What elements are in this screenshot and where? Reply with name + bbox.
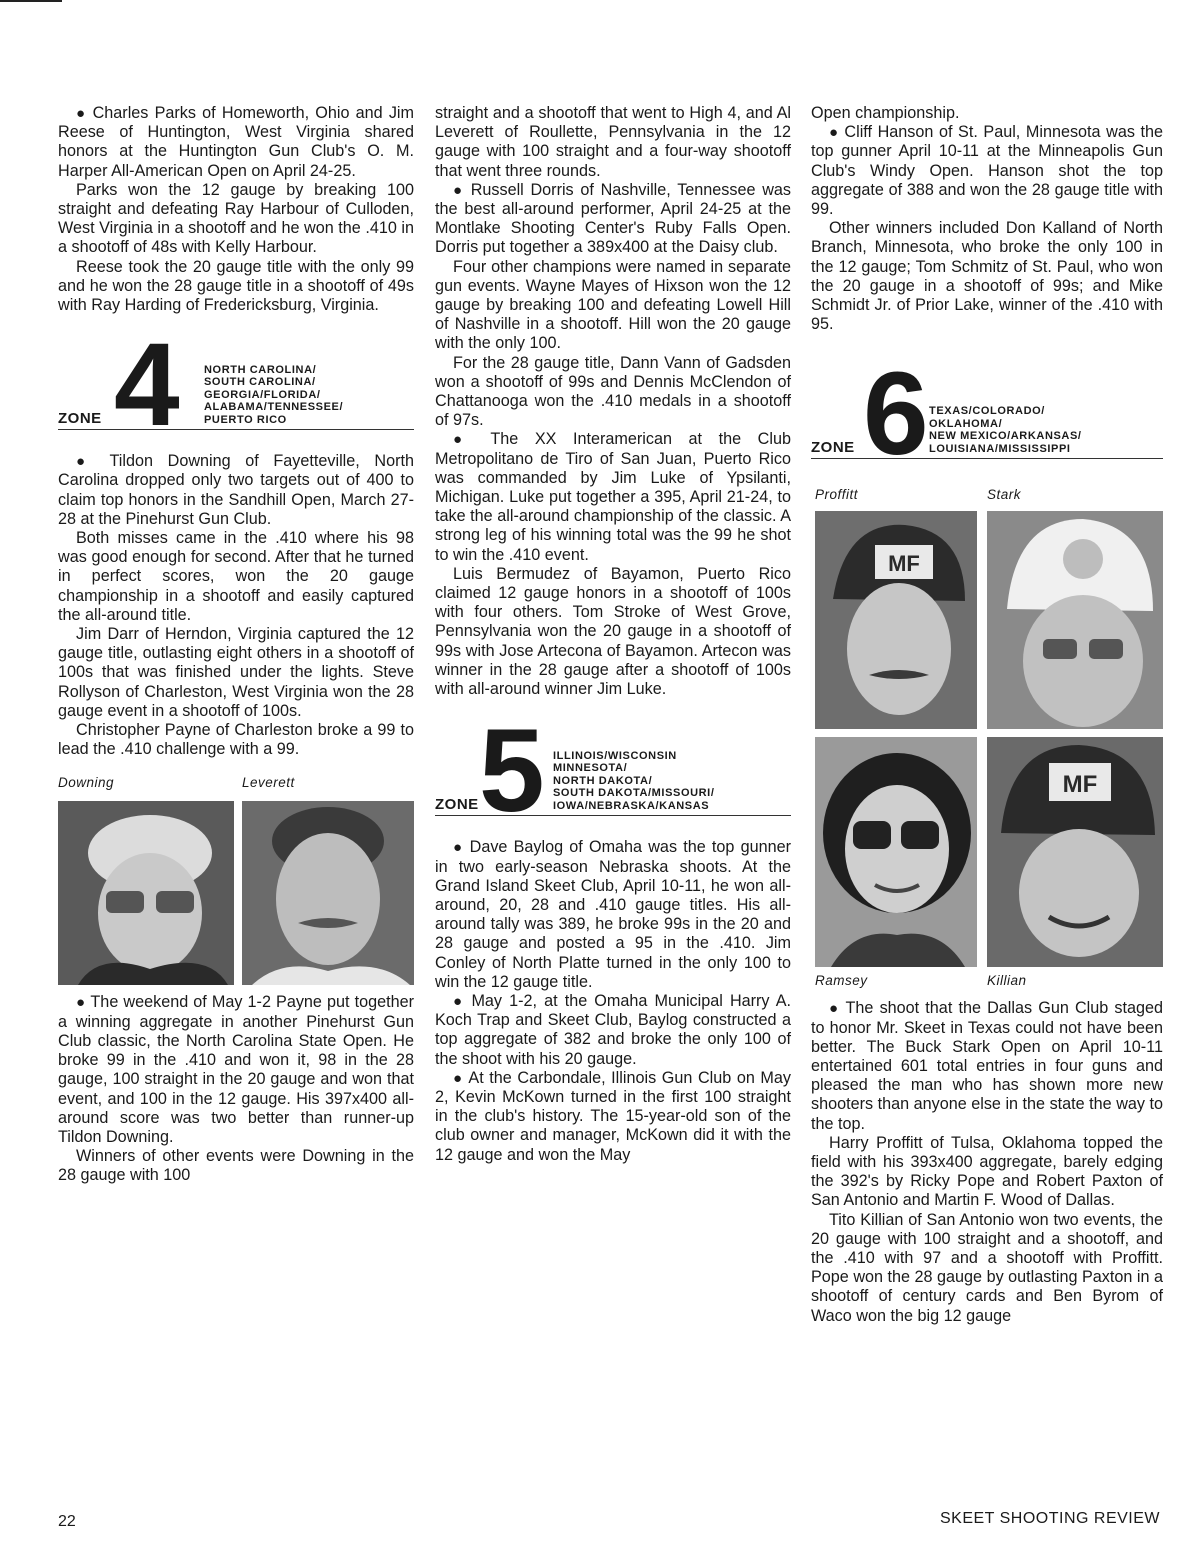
zone-states (204, 364, 343, 427)
paragraph: Four other champions were named in separate gun events. Wayne Mayes of Hixson won the 12 gauge by breaking 100 and defeating Lowell Hill of Nashville in a shootoff. Hill won the 20 gauge with the only 100. (435, 257, 791, 353)
paragraph: ● May 1-2, at the Omaha Municipal Harry A. Koch Trap and Skeet Club, Baylog constructed a top aggregate of 382 and broke the only 100 of the shoot with his 20 gauge. (435, 992, 791, 1069)
paragraph: Jim Darr of Herndon, Virginia captured the 12 gauge title, outlasting eight others in a shootoff of 100s that was finished under the lights. Steve Rollyson of Charleston, West Virginia won the 28 gauge event in a shootoff of 100s. (58, 625, 414, 720)
magazine-name: SKEET SHOOTING REVIEW (939, 1510, 1160, 1527)
zone-5-header (435, 705, 791, 838)
paragraph: ● Charles Parks of Homeworth, Ohio and Jim Reese of Huntington, West Virginia shared honors at the Huntington Gun Club's O. M. Harper All-American Open on April 24-25. (58, 104, 414, 181)
paragraph: Tito Killian of San Antonio won two events, the 20 gauge with 100 straight and a shootoff, and the .410 with 97 and a shootoff with Proffitt. Pope won the 28 gauge by outlasting Paxton in a shootoff of century cards and Ben Byrom of Waco won the big 12 gauge (811, 1210, 1163, 1325)
proffitt-photo (815, 511, 977, 729)
photo-captions-bottom (811, 971, 1163, 993)
portrait-icon (815, 511, 977, 729)
zone-state: IOWA/NEBRASKA/KANSAS (553, 799, 710, 812)
portrait-icon (58, 801, 234, 985)
paragraph: For the 28 gauge title, Dann Vann of Gadsden won a shootoff of 99s and Dennis McClendon of Chattanooga won the .410 medals in a shootoff of 97s. (435, 353, 791, 430)
cap-logo-text: MF (1062, 771, 1098, 799)
paragraph: Luis Bermudez of Bayamon, Puerto Rico claimed 12 gauge honors in a shootoff of 100s with four others. Tom Stroke of West Grove, Pennsylvania won the 20 gauge in a shootoff of 99s with Jose Artecona of Bayamon. Artecon was winner in the 28 gauge after a shootoff of 100s with all-around winner Jim Luke. (435, 564, 791, 699)
photo-row (58, 801, 414, 987)
paragraph: ● The XX Interamerican at the Club Metropolitano de Tiro of San Juan, Puerto Rico was commanded by Jim Luke of Ypsilanti, Michigan. Luke put together a 395, April 21-24, to take the all-around championship of the classic. A strong leg of his winning total was the 99 he shot to win the .410 event. (435, 430, 791, 564)
portrait-icon (815, 737, 977, 967)
paragraph: Winners of other events were Downing in the 28 gauge with 100 (58, 1147, 414, 1185)
paragraph: Parks won the 12 gauge by breaking 100 straight and defeating Ray Harbour of Culloden, West Virginia in a shootoff and he won the .410 in a shootoff of 48s with Kelly Harbour. (58, 180, 414, 257)
paragraph: Open championship. (811, 104, 960, 122)
zone-state: ALABAMA/TENNESSEE/ (204, 401, 344, 414)
caption-killian: Killian (987, 973, 1027, 989)
portrait-icon (987, 737, 1163, 967)
paragraph: ● The weekend of May 1-2 Payne put together a winning aggregate in another Pinehurst Gun Club classic, the North Carolina State Open. He broke 99 in the .410 and won it, 98 in the 28 gauge, 100 straight in the 20 gauge and won that event, and 100 in the 12 gauge. His 397x400 all-around score was two better than runner-up Tildon Downing. (58, 993, 414, 1147)
zone-states (553, 750, 715, 813)
killian-photo (987, 737, 1163, 967)
downing-photo (58, 801, 234, 985)
zone-state: PUERTO RICO (204, 413, 287, 426)
zone-state: SOUTH DAKOTA/MISSOURI/ (553, 787, 715, 800)
paragraph: ● Tildon Downing of Fayetteville, North Carolina dropped only two targets out of 400 to claim top honors in the Sandhill Open, March 27-28 at the Pinehurst Gun Club. (58, 452, 414, 529)
zone-6-header (811, 348, 1163, 481)
leverett-photo (242, 801, 414, 985)
paragraph: ● The shoot that the Dallas Gun Club staged to honor Mr. Skeet in Texas could not have been better. The Buck Stark Open on April 10-11 entertained 601 total entries in four guns and pleased the man who has shown more new shooters than anyone else in the state the way to the top. (811, 999, 1163, 1133)
caption-leverett: Leverett (242, 775, 295, 791)
caption-ramsey: Ramsey (815, 973, 868, 989)
zone-number: 4 (114, 319, 180, 452)
caption-proffitt: Proffitt (815, 487, 859, 503)
zone-label: ZONE (435, 796, 479, 814)
ramsey-photo (815, 737, 977, 967)
zone-state: LOUISIANA/MISSISSIPPI (929, 442, 1071, 455)
zone-4-header (58, 319, 414, 452)
zone-label: ZONE (811, 439, 855, 457)
zone-number: 5 (479, 705, 545, 838)
zone-label: ZONE (58, 410, 102, 428)
stark-photo (987, 511, 1163, 729)
zone-state: MINNESOTA/ (553, 762, 628, 775)
zone-state: ILLINOIS/WISCONSIN (553, 749, 677, 762)
paragraph: ● At the Carbondale, Illinois Gun Club on May 2, Kevin McKown turned in the first 100 straight in the club's history. The 15-year-old son of the club owner and manager, McKown did it with the 12 gauge and won the May (435, 1069, 791, 1165)
paragraph: ● Cliff Hanson of St. Paul, Minnesota was the top gunner April 10-11 at the Minneapolis Gun Club's Windy Open. Hanson shot the top aggregate of 388 and won the 28 gauge title with 99. (811, 123, 1163, 219)
paragraph: Harry Proffitt of Tulsa, Oklahoma topped the field with his 393x400 aggregate, barely edging the 392's by Ricky Pope and Robert Paxton of San Antonio and Martin F. Wood of Dallas. (811, 1133, 1163, 1210)
column-2 (435, 104, 791, 1165)
zone-state: TEXAS/COLORADO/ (929, 405, 1045, 418)
zone-state: NORTH DAKOTA/ (553, 774, 653, 787)
paragraph: Christopher Payne of Charleston broke a 99 to lead the .410 challenge with a 99. (58, 721, 414, 759)
caption-stark: Stark (987, 487, 1022, 503)
paragraph: ● Dave Baylog of Omaha was the top gunner in two early-season Nebraska shoots. At the Grand Island Skeet Club, April 10-11, he won all-around, 20, 28 and .410 gauge titles. His all-around tally was 389, he broke 99s in the 20 and 28 gauge and posted a 95 in the .410. Jim Conley of North Platte turned in the only 100 to win the 12 gauge title. (435, 838, 791, 992)
photo-captions-top (811, 485, 1163, 507)
photo-captions (58, 773, 414, 795)
column-1 (58, 104, 414, 1186)
paragraph: Both misses came in the .410 where his 98 was good enough for second. After that he turned in perfect scores, won the 20 gauge championship in a shootoff and easily captured the all-around title. (58, 529, 414, 624)
zone-state: OKLAHOMA/ (929, 417, 1003, 430)
zone-state: NEW MEXICO/ARKANSAS/ (929, 430, 1082, 443)
portrait-icon (242, 801, 414, 985)
portrait-icon (987, 511, 1163, 729)
zone-number: 6 (863, 348, 929, 481)
zone-state: GEORGIA/FLORIDA/ (204, 388, 321, 401)
caption-downing: Downing (58, 775, 115, 791)
paragraph: Other winners included Don Kalland of North Branch, Minnesota, who broke the only 100 in the 12 gauge; Tom Schmitz of St. Paul, who won the 20 gauge in a shootoff of 99s; and Mike Schmidt Jr. of Prior Lake, winner of the .410 with 95. (811, 219, 1163, 334)
paragraph: Reese took the 20 gauge title with the only 99 and he won the 28 gauge title in a shootoff of 49s with Ray Harding of Fredericksburg, Virginia. (58, 257, 414, 315)
cap-logo-text: MF (888, 551, 920, 577)
column-3 (811, 104, 1163, 1326)
zone-state: SOUTH CAROLINA/ (204, 376, 316, 389)
zone-states (929, 405, 1082, 455)
paragraph: straight and a shootoff that went to High 4, and Al Leverett of Roullette, Pennsylvania in the 12 gauge with 100 straight and a four-way shootoff that went three rounds. (435, 104, 791, 180)
zone-state: NORTH CAROLINA/ (204, 363, 317, 376)
photo-grid (811, 511, 1163, 967)
paragraph: ● Russell Dorris of Nashville, Tennessee was the best all-around performer, April 24-25 at the Montlake Shooting Center's Ruby Falls Open. Dorris put together a 389x400 at the Daisy club. (435, 181, 791, 258)
page-number: 22 (58, 1513, 76, 1530)
top-rule (0, 0, 62, 2)
